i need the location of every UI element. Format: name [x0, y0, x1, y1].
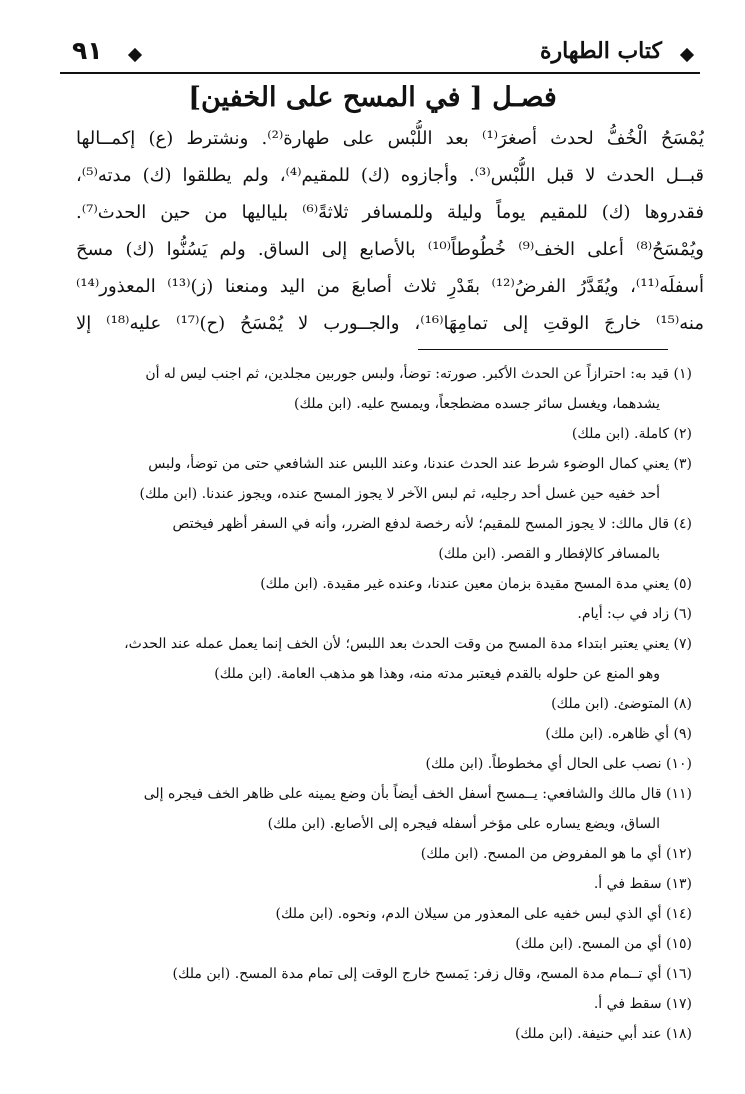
footnote-line: وهو المنع عن حلوله بالقدم فيعتبر مدته منه، وهذا هو مذهب العامة. (ابن ملك) [214, 666, 660, 682]
footnote-line: (٧) يعني يعتبر ابتداء مدة المسح من وقت الحدث بعد اللبس؛ لأن الخف إنما يعمل عمله عند الحدث، [124, 636, 692, 652]
main-text-line: فقدروها (ك) للمقيم يوماً وليلة وللمسافر ثلاثةً⁽⁶⁾ بلياليها من حين الحدث⁽⁷⁾. [76, 202, 704, 223]
footnote [70, 959, 692, 989]
main-text [76, 120, 704, 342]
main-text-line: قبــل الحدث لا قبل اللُّبْس⁽³⁾. وأجازوه (ك) للمقيم⁽⁴⁾، ولم يطلقوا (ك) مدته⁽⁵⁾، [76, 165, 704, 186]
footnote-line: أحد خفيه حين غسل أحد رجليه، ثم لبس الآخر لا يجوز المسح عنده، ويجوز عندنا. (ابن ملك) [139, 486, 660, 502]
footnote [70, 1019, 692, 1049]
page-number: ٩١ [72, 36, 103, 65]
footnote-line: (١٦) أي تــمام مدة المسح، وقال زفر: يَمسح خارج الوقت إلى تمام مدة المسح. (ابن ملك) [172, 966, 692, 982]
footnote [70, 869, 692, 899]
footnote-line: (١٧) سقط في أ. [593, 996, 692, 1012]
footnotes [70, 359, 692, 1049]
footnote-line: (١) قيد به: احترازاً عن الحدث الأكبر. صورته: توضأ، ولبس جوربين مجلدين، ثم اجنب ليس له أن [145, 366, 692, 382]
footnote-line: (٦) زاد في ب: أيام. [577, 606, 692, 622]
footnote-line: (١٠) نصب على الحال أي مخطوطاً. (ابن ملك) [425, 756, 692, 772]
footnote-line: (٨) المتوضئ. (ابن ملك) [551, 696, 692, 712]
main-text-line: منه⁽¹⁵⁾ خارجَ الوقتِ إلى تمامِهَا⁽¹⁶⁾، والجــورب لا يُمْسَحُ (ح)⁽¹⁷⁾ عليه⁽¹⁸⁾ إلا [76, 313, 704, 334]
footnote [70, 719, 692, 749]
main-text-line: يُمْسَحُ الْخُفُّ لحدث أصغرَ⁽¹⁾ بعد اللُّبْس على طهارة⁽²⁾. ونشترط (ع) إكمــالها [76, 128, 704, 149]
main-text-line: ويُمْسَحُ⁽⁸⁾ أعلى الخف⁽⁹⁾ خُطُوطاً⁽¹⁰⁾ بالأصابع إلى الساق. ولم يَسُنُّوا (ك) مسحَ [76, 239, 704, 260]
footnote-line: (١٣) سقط في أ. [593, 876, 692, 892]
footnote [70, 569, 692, 599]
footnote [70, 929, 692, 959]
footnote [70, 359, 692, 419]
book-title: كتاب الطهارة [539, 38, 662, 64]
footnote-line: الساق، ويضع يساره على مؤخر أسفله فيجره إلى الأصابع. (ابن ملك) [267, 816, 660, 832]
footnote-line: بالمسافر كالإفطار و القصر. (ابن ملك) [438, 546, 660, 562]
footnote [70, 779, 692, 839]
footnote-line: (٤) قال مالك: لا يجوز المسح للمقيم؛ لأنه رخصة لدفع الضرر، وأنه في السفر أظهر فيختص [172, 516, 692, 532]
footnote-line: (١٢) أي ما هو المفروض من المسح. (ابن ملك) [420, 846, 692, 862]
footnote-line: يشدهما، ويغسل سائر جسده مضطجعاً، ويمسح عليه. (ابن ملك) [294, 396, 660, 412]
footnote-line: (٣) يعني كمال الوضوء شرط عند الحدث عندنا، وعند اللبس عند الشافعي حتى من توضأ، ولبس [148, 456, 692, 472]
footnote-line: (٥) يعني مدة المسح مقيدة بزمان معين عندنا، وعنده غير مقيدة. (ابن ملك) [260, 576, 692, 592]
footnote-line: (٩) أي ظاهره. (ابن ملك) [545, 726, 692, 742]
footnote-line: (١٥) أي من المسح. (ابن ملك) [515, 936, 692, 952]
diamond-ornament-icon [680, 48, 694, 62]
footnote [70, 689, 692, 719]
footnote [70, 599, 692, 629]
section-title: فصـل [ في المسح على الخفين] [188, 82, 557, 113]
footnote [70, 509, 692, 569]
footnote [70, 749, 692, 779]
footnote [70, 989, 692, 1019]
footnote [70, 419, 692, 449]
running-header [60, 36, 700, 74]
footnote [70, 839, 692, 869]
footnote [70, 449, 692, 509]
footnote-line: (١١) قال مالك والشافعي: يــمسح أسفل الخف أيضاً بأن وضع يمينه على ظاهر الخف فيجره إلى [143, 786, 692, 802]
footnote-line: (١٤) أي الذي لبس خفيه على المعذور من سيلان الدم، ونحوه. (ابن ملك) [275, 906, 692, 922]
main-text-line: أسفلَه⁽¹¹⁾، ويُقَدَّرُ الفرضُ⁽¹²⁾ بقَدْرِ ثلاث أصابعَ من اليد ومنعنا (ز)⁽¹³⁾ المعذور⁽¹⁴⁾ [76, 276, 704, 297]
footnote-separator [418, 349, 668, 350]
diamond-ornament-icon [128, 48, 142, 62]
footnote [70, 899, 692, 929]
footnote [70, 629, 692, 689]
footnote-line: (١٨) عند أبي حنيفة. (ابن ملك) [514, 1026, 692, 1042]
footnote-line: (٢) كاملة. (ابن ملك) [571, 426, 692, 442]
